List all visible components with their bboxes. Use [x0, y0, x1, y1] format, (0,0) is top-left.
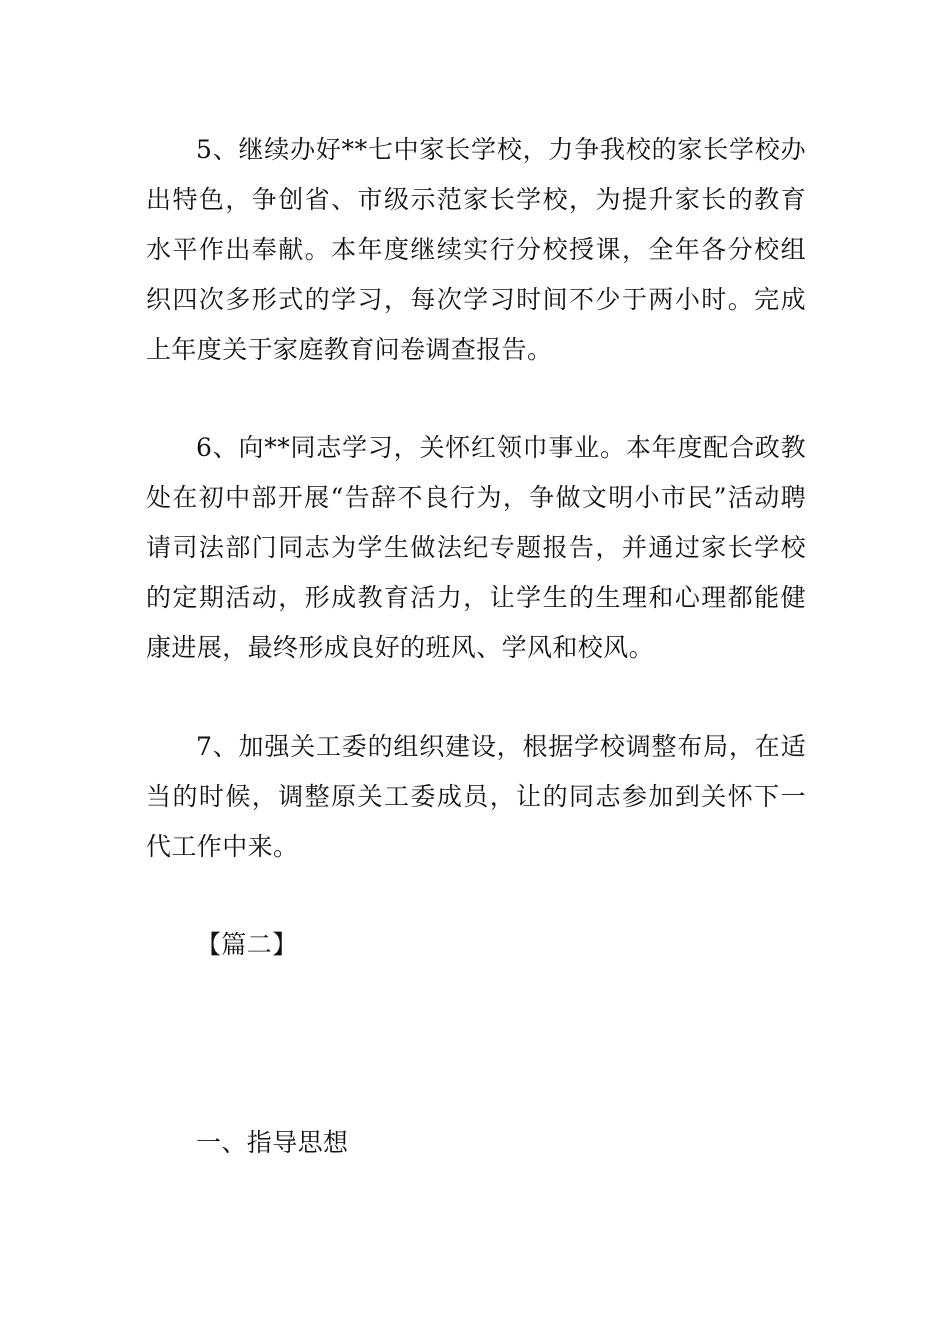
- section-heading: 一、指导思想: [196, 1128, 349, 1157]
- paragraph-item-7: 7、加强关工委的组织建设，根据学校调整布局，在适当的时候，调整原关工委成员，让的同志参加到关怀下一代工作中来。: [146, 732, 806, 861]
- section-marker: 【篇二】: [196, 930, 298, 959]
- paragraph-item-6: 6、向**同志学习，关怀红领巾事业。本年度配合政教处在初中部开展“告辞不良行为，争做文明小市民”活动聘请司法部门同志为学生做法纪专题报告，并通过家长学校的定期活动，形成教育活力，让学生的生理和心理都能健康进展，最终形成良好的班风、学风和校风。: [146, 433, 806, 662]
- paragraph-item-5: 5、继续办好**七中家长学校，力争我校的家长学校办出特色，争创省、市级示范家长学校，为提升家长的教育水平作出奉献。本年度继续实行分校授课，全年各分校组织四次多形式的学习，每次学习时间不少于两小时。完成上年度关于家庭教育问卷调查报告。: [146, 135, 806, 364]
